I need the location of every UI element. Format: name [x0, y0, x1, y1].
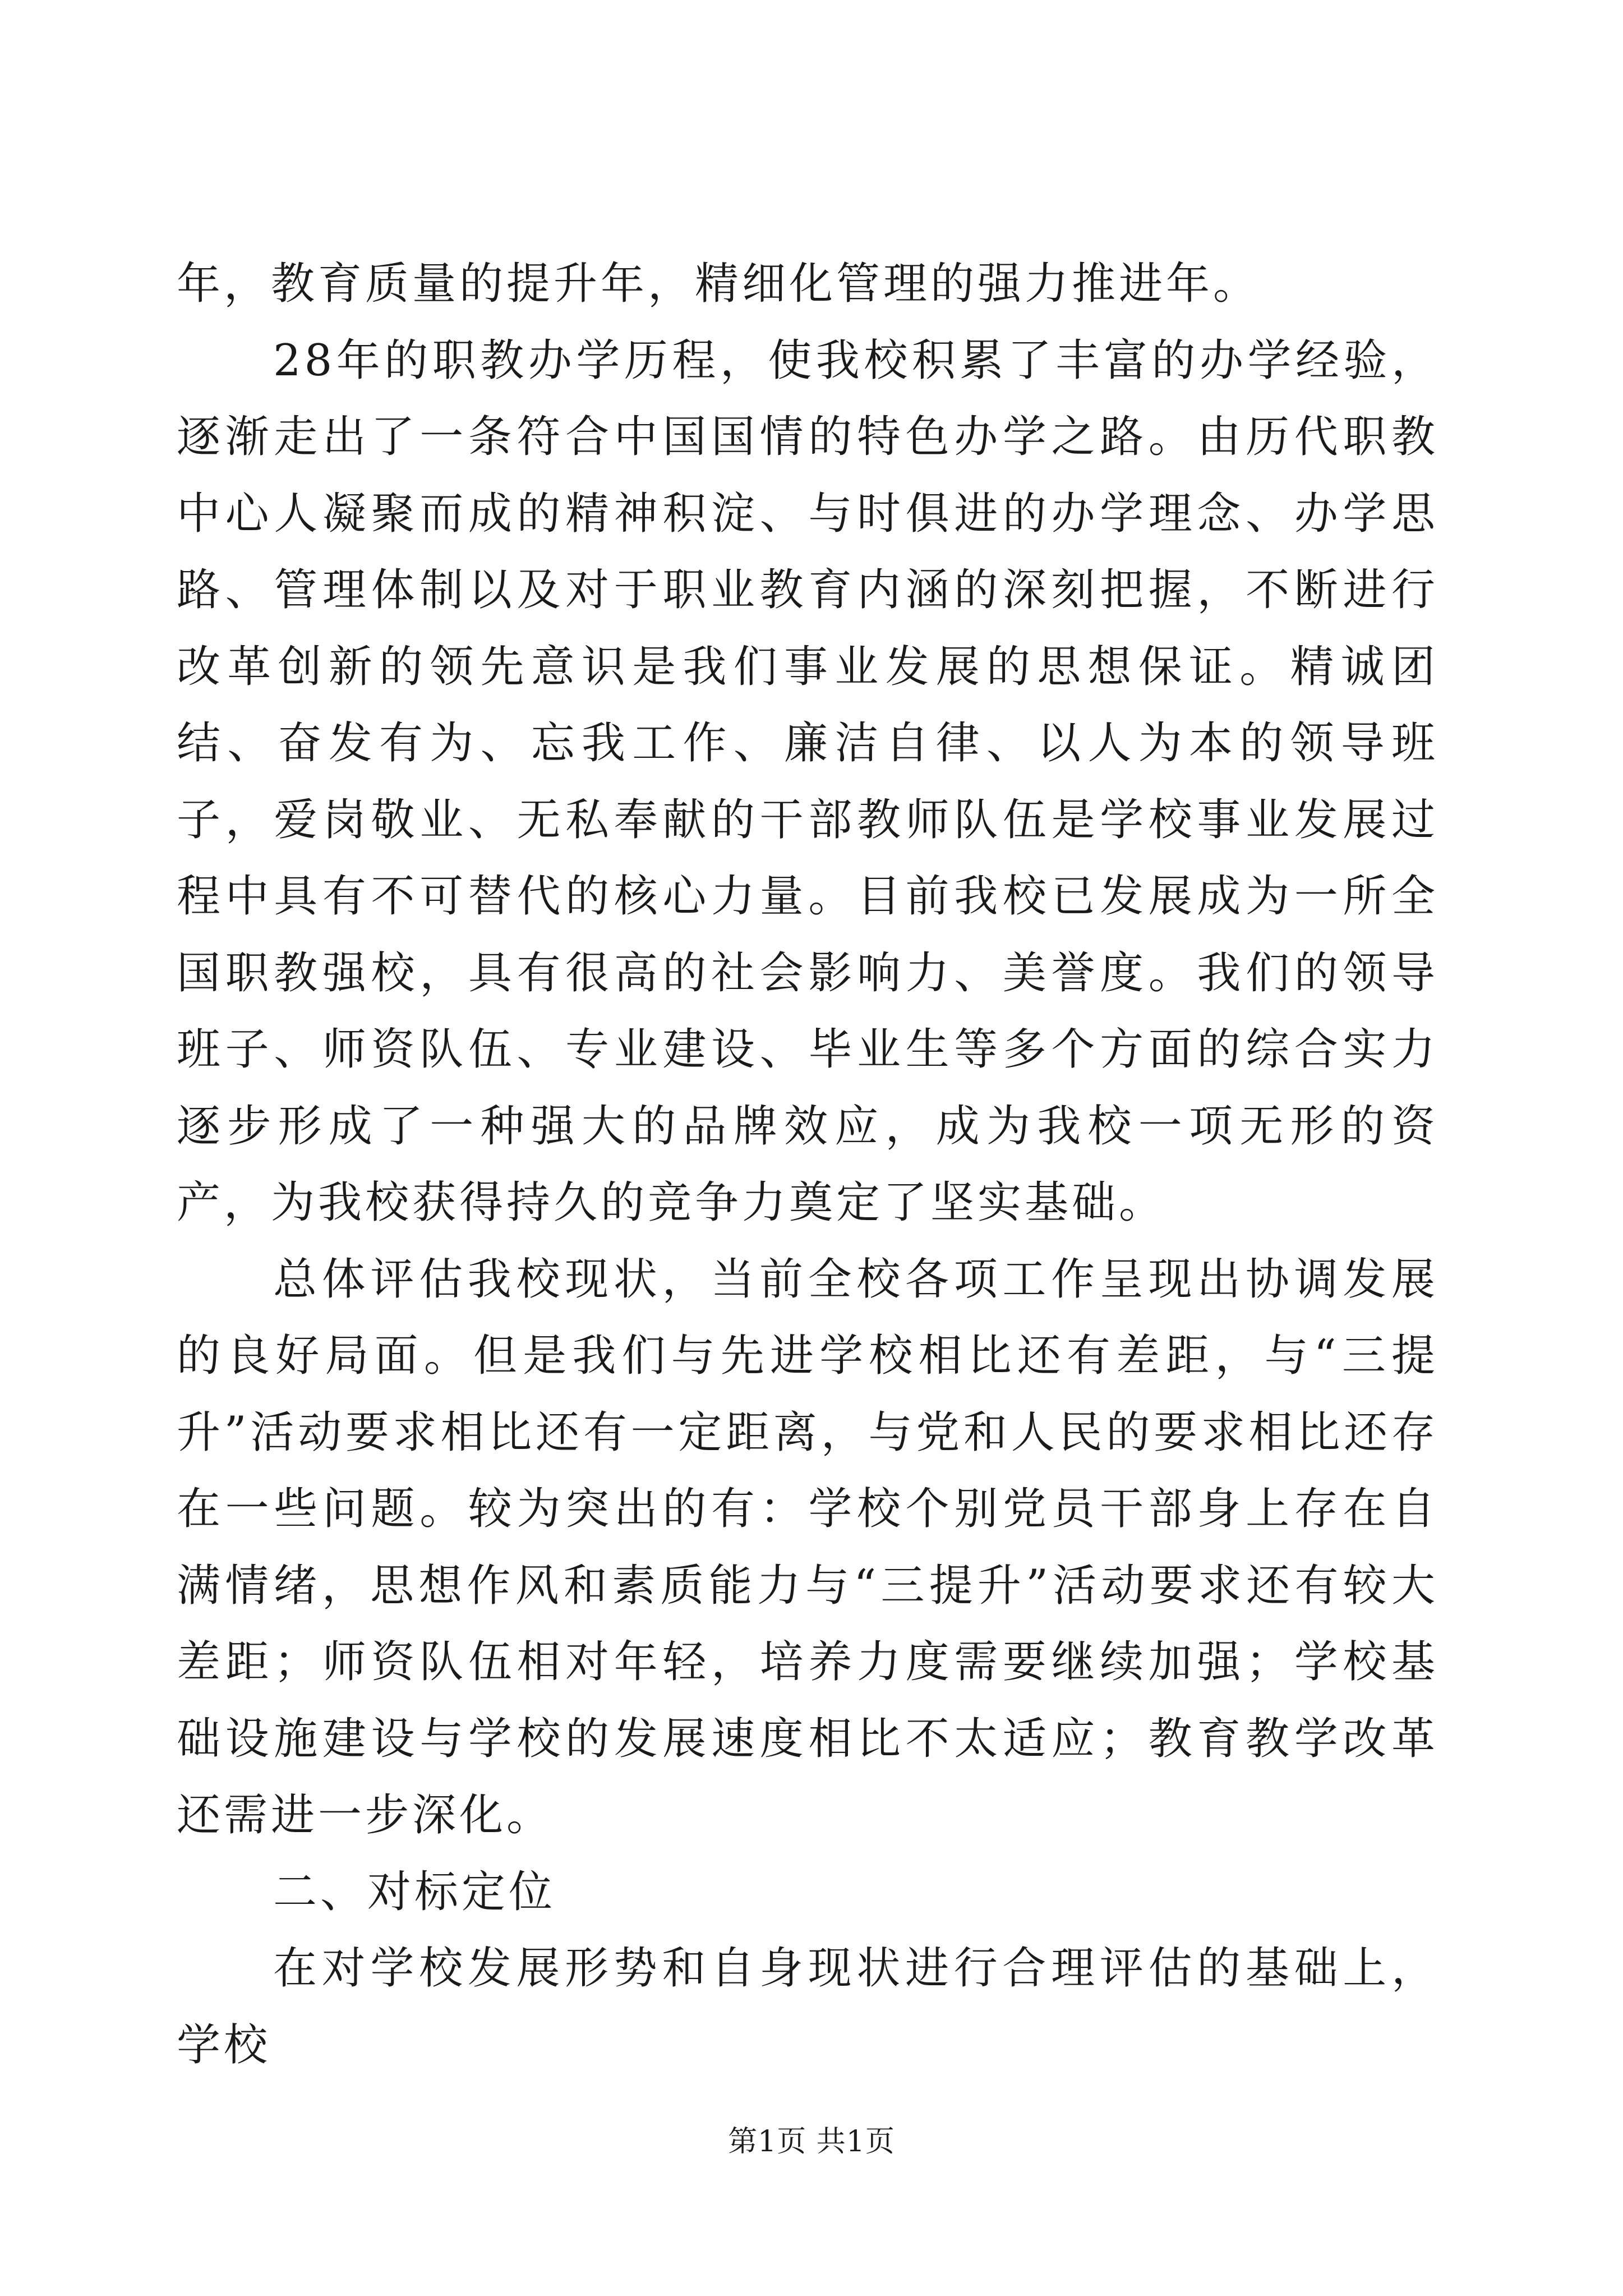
- paragraph-continuation: 年，教育质量的提升年，精细化管理的强力推进年。: [177, 259, 1261, 309]
- paragraph-positioning: 在对学校发展形势和自身现状进行合理评估的基础上，学校: [177, 1943, 1438, 2070]
- paragraph-assessment: 总体评估我校现状，当前全校各项工作呈现出协调发展的良好局面。但是我们与先进学校相比还有差距，与“三提升”活动要求相比还有一定距离，与党和人民的要求相比还存在一些问题。较为突出的有：学校个别党员干部身上存在自满情绪，思想作风和素质能力与“三提升”活动要求还有较大差距；师资队伍相对年轻，培养力度需要继续加强；学校基础设施建设与学校的发展速度相比不太适应；教育教学改革还需进一步深化。: [177, 1254, 1438, 1841]
- page-number-footer: 第1页 共1页: [728, 2125, 895, 2159]
- paragraph-history: 28年的职教办学历程，使我校积累了丰富的办学经验，逐渐走出了一条符合中国国情的特色办学之路。由历代职教中心人凝聚而成的精神积淀、与时俱进的办学理念、办学思路、管理体制以及对于职业教育内涵的深刻把握，不断进行改革创新的领先意识是我们事业发展的思想保证。精诚团结、奋发有为、忘我工作、廉洁自律、以人为本的领导班子，爱岗敬业、无私奉献的干部教师队伍是学校事业发展过程中具有不可替代的核心力量。目前我校已发展成为一所全国职教强校，具有很高的社会影响力、美誉度。我们的领导班子、师资队伍、专业建设、毕业生等多个方面的综合实力逐步形成了一种强大的品牌效应，成为我校一项无形的资产，为我校获得持久的竞争力奠定了坚实基础。: [177, 335, 1438, 1228]
- section-heading: 二、对标定位: [273, 1866, 556, 1917]
- document-body: [177, 246, 1438, 2083]
